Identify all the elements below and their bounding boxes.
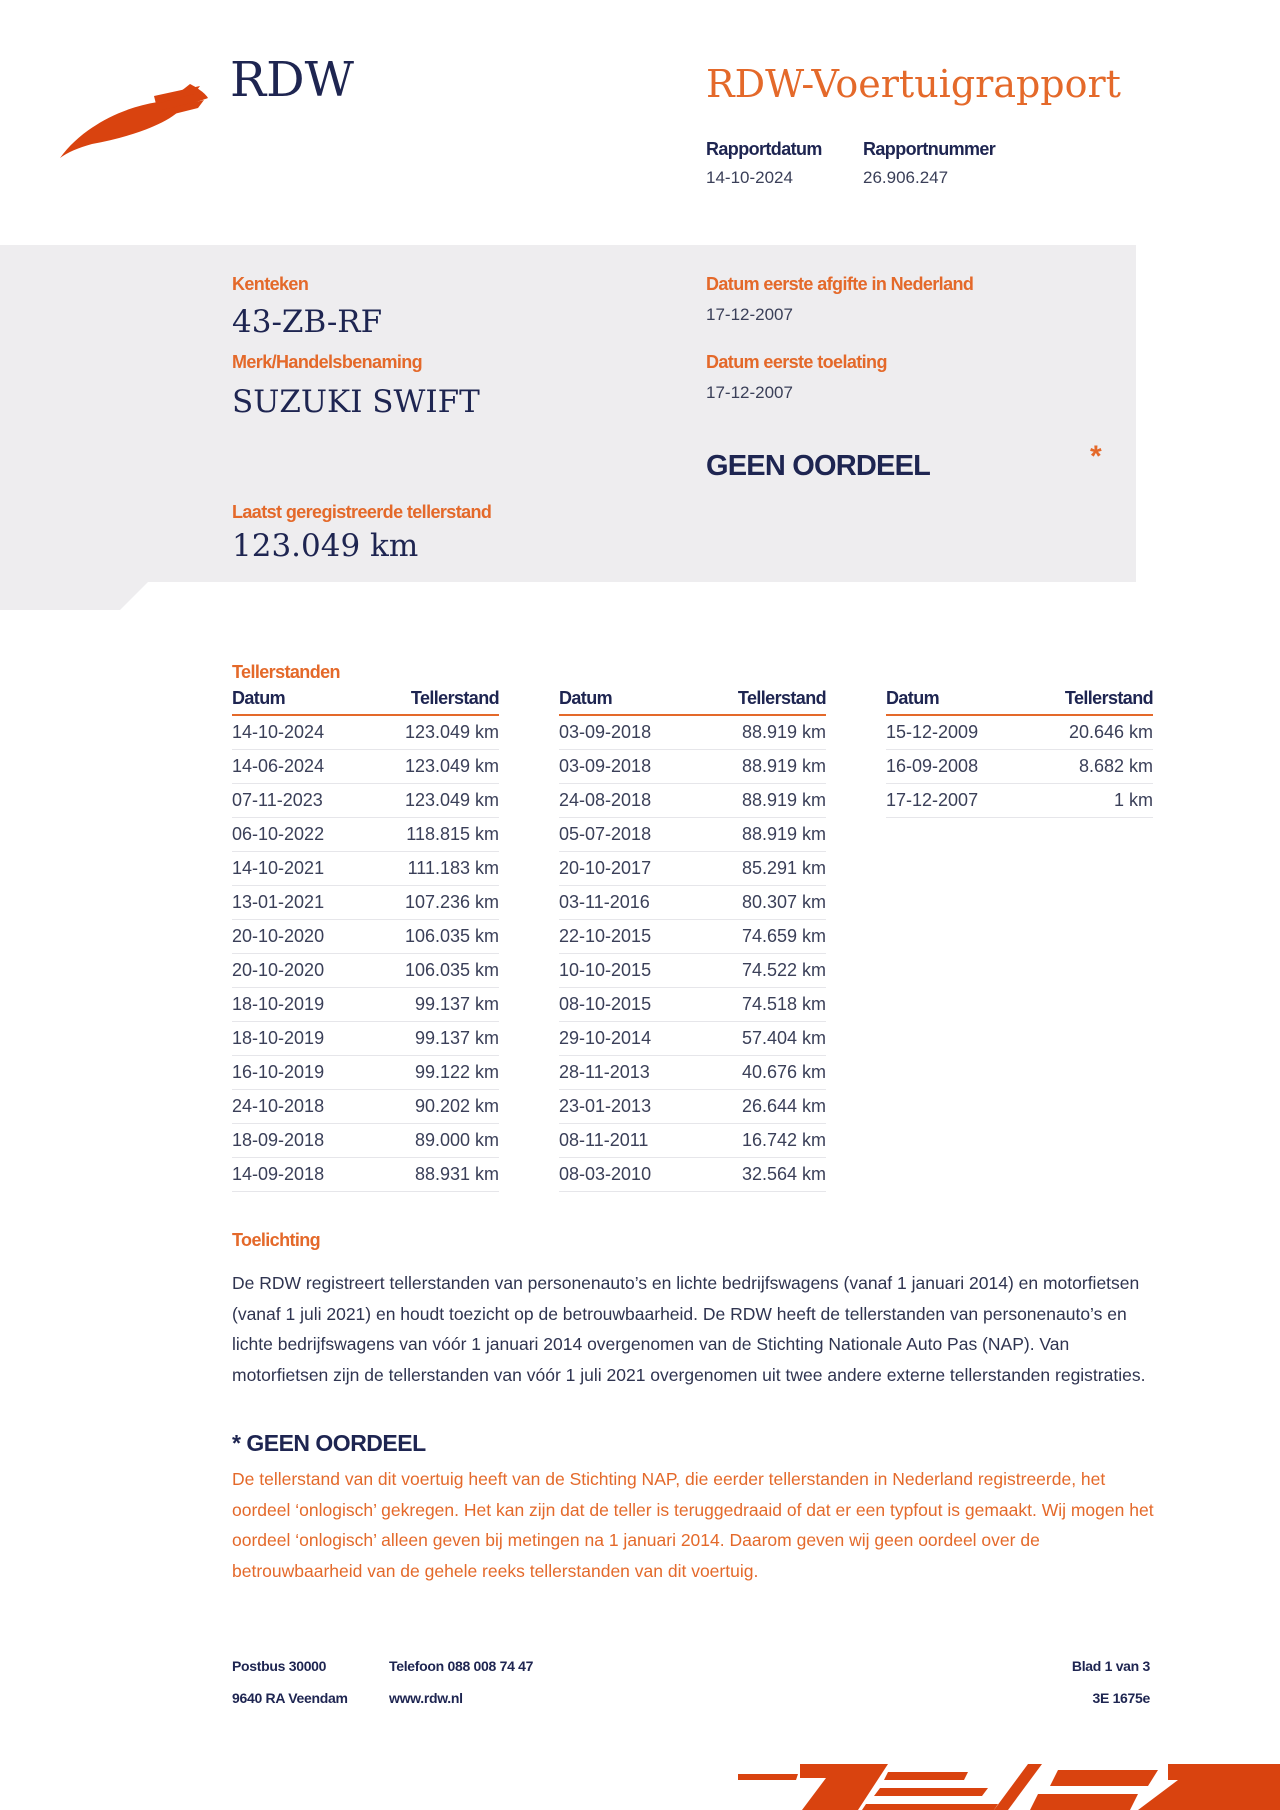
table-row <box>232 1056 499 1090</box>
row-reading: 32.564 km <box>741 1164 826 1184</box>
table-row <box>232 716 499 750</box>
row-reading: 74.659 km <box>741 926 826 946</box>
row-reading: 85.291 km <box>741 858 826 878</box>
row-date: 14-10-2021 <box>232 858 325 878</box>
make-value: SUZUKI SWIFT <box>232 384 480 420</box>
report-date-label: Rapportdatum <box>706 139 822 159</box>
table-row <box>232 1158 499 1192</box>
table-row <box>886 716 1153 750</box>
footer-website-link[interactable]: www.rdw.nl <box>389 1690 463 1706</box>
table-row <box>559 818 826 852</box>
row-date: 16-09-2008 <box>886 756 979 776</box>
table-row <box>559 988 826 1022</box>
row-reading: 88.919 km <box>741 722 826 742</box>
row-reading: 26.644 km <box>741 1096 826 1116</box>
row-date: 13-01-2021 <box>232 892 325 912</box>
row-date: 23-01-2013 <box>559 1096 652 1116</box>
table-row <box>232 1022 499 1056</box>
table-row <box>232 1090 499 1124</box>
explanation-title: Toelichting <box>232 1230 321 1250</box>
row-date: 18-09-2018 <box>232 1130 325 1150</box>
table-row <box>232 1124 499 1158</box>
table-row <box>559 954 826 988</box>
table-row <box>232 954 499 988</box>
first-admission-value: 17-12-2007 <box>706 383 793 402</box>
make-label: Merk/Handelsbenaming <box>232 352 423 372</box>
row-date: 05-07-2018 <box>559 824 652 844</box>
row-date: 17-12-2007 <box>886 790 979 810</box>
row-reading: 123.049 km <box>404 790 499 810</box>
row-date: 03-09-2018 <box>559 722 652 742</box>
verdict-heading: * GEEN OORDEEL <box>232 1430 426 1456</box>
table-row <box>559 886 826 920</box>
row-reading: 8.682 km <box>1078 756 1153 776</box>
plate-label: Kenteken <box>232 274 309 294</box>
row-date: 18-10-2019 <box>232 994 325 1014</box>
row-date: 24-10-2018 <box>232 1096 325 1116</box>
row-date: 18-10-2019 <box>232 1028 325 1048</box>
row-reading: 74.522 km <box>741 960 826 980</box>
row-date: 20-10-2020 <box>232 960 325 980</box>
row-date: 07-11-2023 <box>232 790 323 810</box>
table-row <box>886 784 1153 818</box>
row-reading: 99.137 km <box>414 1028 499 1048</box>
report-date: 14-10-2024 <box>706 168 793 187</box>
odometer-table-3 <box>886 688 1153 818</box>
panel-notch <box>0 580 150 610</box>
row-date: 20-10-2017 <box>559 858 652 878</box>
row-date: 20-10-2020 <box>232 926 325 946</box>
table-row <box>232 818 499 852</box>
row-date: 14-09-2018 <box>232 1164 325 1184</box>
plate-value: 43-ZB-RF <box>232 304 383 340</box>
row-date: 06-10-2022 <box>232 824 325 844</box>
rdw-logo-icon <box>58 82 210 160</box>
row-reading: 88.919 km <box>741 790 826 810</box>
table-row <box>559 716 826 750</box>
row-date: 14-10-2024 <box>232 722 325 742</box>
table-row <box>232 920 499 954</box>
row-reading: 89.000 km <box>414 1130 499 1150</box>
footer-address-line2: 9640 RA Veendam <box>232 1690 348 1706</box>
row-date: 03-09-2018 <box>559 756 652 776</box>
row-date: 08-11-2011 <box>559 1130 649 1150</box>
odometer-section-title: Tellerstanden <box>232 662 340 682</box>
col-reading-header: Tellerstand <box>1064 688 1153 708</box>
table-row <box>559 920 826 954</box>
decorative-stripes-icon <box>738 1760 1280 1810</box>
odometer-table-header <box>559 688 826 716</box>
footer-page-number: Blad 1 van 3 <box>1071 1658 1150 1674</box>
explanation-body: De RDW registreert tellerstanden van personenauto’s en lichte bedrijfswagens (vanaf 1 januari 2014) en motorfietsen (vanaf 1 juli 2021) en houdt toezicht op de betrouwbaarheid. De RDW heeft de tellerstanden van personenauto’s en lichte bedrijfswagens van vóór 1 januari 2014 overgenomen van de Stichting Nationale Auto Pas (NAP). Van motorfietsen zijn de tellerstanden van vóór 1 juli 2021 overgenomen uit twee andere externe tellerstanden registraties. <box>232 1273 1146 1385</box>
col-date-header: Datum <box>232 688 286 708</box>
row-date: 10-10-2015 <box>559 960 652 980</box>
table-row <box>232 852 499 886</box>
table-row <box>232 784 499 818</box>
row-reading: 74.518 km <box>741 994 826 1014</box>
table-row <box>559 1158 826 1192</box>
logo-text: RDW <box>230 52 354 108</box>
odometer-table-1 <box>232 688 499 1192</box>
row-date: 08-03-2010 <box>559 1164 652 1184</box>
table-row <box>559 1124 826 1158</box>
row-reading: 88.931 km <box>414 1164 499 1184</box>
row-reading: 111.183 km <box>407 858 499 878</box>
row-date: 14-06-2024 <box>232 756 325 776</box>
first-issue-nl-value: 17-12-2007 <box>706 305 793 324</box>
row-reading: 57.404 km <box>741 1028 826 1048</box>
row-date: 08-10-2015 <box>559 994 652 1014</box>
report-number: 26.906.247 <box>863 168 949 187</box>
row-reading: 123.049 km <box>404 756 499 776</box>
odometer-table-header <box>886 688 1153 716</box>
row-reading: 1 km <box>1113 790 1153 810</box>
row-reading: 99.122 km <box>414 1062 499 1082</box>
row-date: 22-10-2015 <box>559 926 652 946</box>
row-date: 03-11-2016 <box>559 892 650 912</box>
row-reading: 99.137 km <box>414 994 499 1014</box>
row-reading: 88.919 km <box>741 824 826 844</box>
row-reading: 107.236 km <box>404 892 499 912</box>
table-row <box>559 1056 826 1090</box>
table-row <box>886 750 1153 784</box>
row-reading: 90.202 km <box>414 1096 499 1116</box>
last-odometer-value: 123.049 km <box>232 528 419 564</box>
col-date-header: Datum <box>559 688 613 708</box>
table-row <box>559 852 826 886</box>
row-reading: 20.646 km <box>1068 722 1153 742</box>
row-reading: 80.307 km <box>741 892 826 912</box>
table-row <box>559 750 826 784</box>
footer-phone: Telefoon 088 008 74 47 <box>389 1658 534 1674</box>
row-date: 15-12-2009 <box>886 722 979 742</box>
table-row <box>232 988 499 1022</box>
odometer-table-2 <box>559 688 826 1192</box>
col-reading-header: Tellerstand <box>737 688 826 708</box>
row-date: 28-11-2013 <box>559 1062 650 1082</box>
table-row <box>559 784 826 818</box>
row-reading: 40.676 km <box>741 1062 826 1082</box>
verdict-asterisk: * <box>1090 440 1102 473</box>
row-date: 24-08-2018 <box>559 790 652 810</box>
row-date: 16-10-2019 <box>232 1062 325 1082</box>
footer-form-code: 3E 1675e <box>1092 1690 1150 1706</box>
report-title: RDW-Voertuigrapport <box>706 62 1121 106</box>
row-date: 29-10-2014 <box>559 1028 652 1048</box>
col-reading-header: Tellerstand <box>410 688 499 708</box>
row-reading: 16.742 km <box>741 1130 826 1150</box>
row-reading: 123.049 km <box>404 722 499 742</box>
last-odometer-label: Laatst geregistreerde tellerstand <box>232 502 492 522</box>
row-reading: 106.035 km <box>404 926 499 946</box>
footer-address-line1: Postbus 30000 <box>232 1658 327 1674</box>
report-number-label: Rapportnummer <box>863 139 996 159</box>
first-issue-nl-label: Datum eerste afgifte in Nederland <box>706 274 974 294</box>
table-row <box>232 886 499 920</box>
row-reading: 106.035 km <box>404 960 499 980</box>
row-reading: 88.919 km <box>741 756 826 776</box>
table-row <box>559 1090 826 1124</box>
vehicle-info-panel <box>0 245 1136 582</box>
row-reading: 118.815 km <box>406 824 499 844</box>
verdict-explanation: De tellerstand van dit voertuig heeft van de Stichting NAP, die eerder tellerstanden in Nederland registreerde, het oordeel ‘onlogisch’ gekregen. Het kan zijn dat de teller is teruggedraaid of dat er een typfout is gemaakt. Wij mogen het oordeel ‘onlogisch’ alleen geven bij metingen na 1 januari 2014. Daarom geven wij geen oordeel over de betrouwbaarheid van de gehele reeks tellerstanden van dit voertuig. <box>232 1469 1154 1581</box>
first-admission-label: Datum eerste toelating <box>706 352 887 372</box>
odometer-table-header <box>232 688 499 716</box>
verdict-badge: GEEN OORDEEL <box>706 450 931 482</box>
col-date-header: Datum <box>886 688 940 708</box>
table-row <box>232 750 499 784</box>
table-row <box>559 1022 826 1056</box>
